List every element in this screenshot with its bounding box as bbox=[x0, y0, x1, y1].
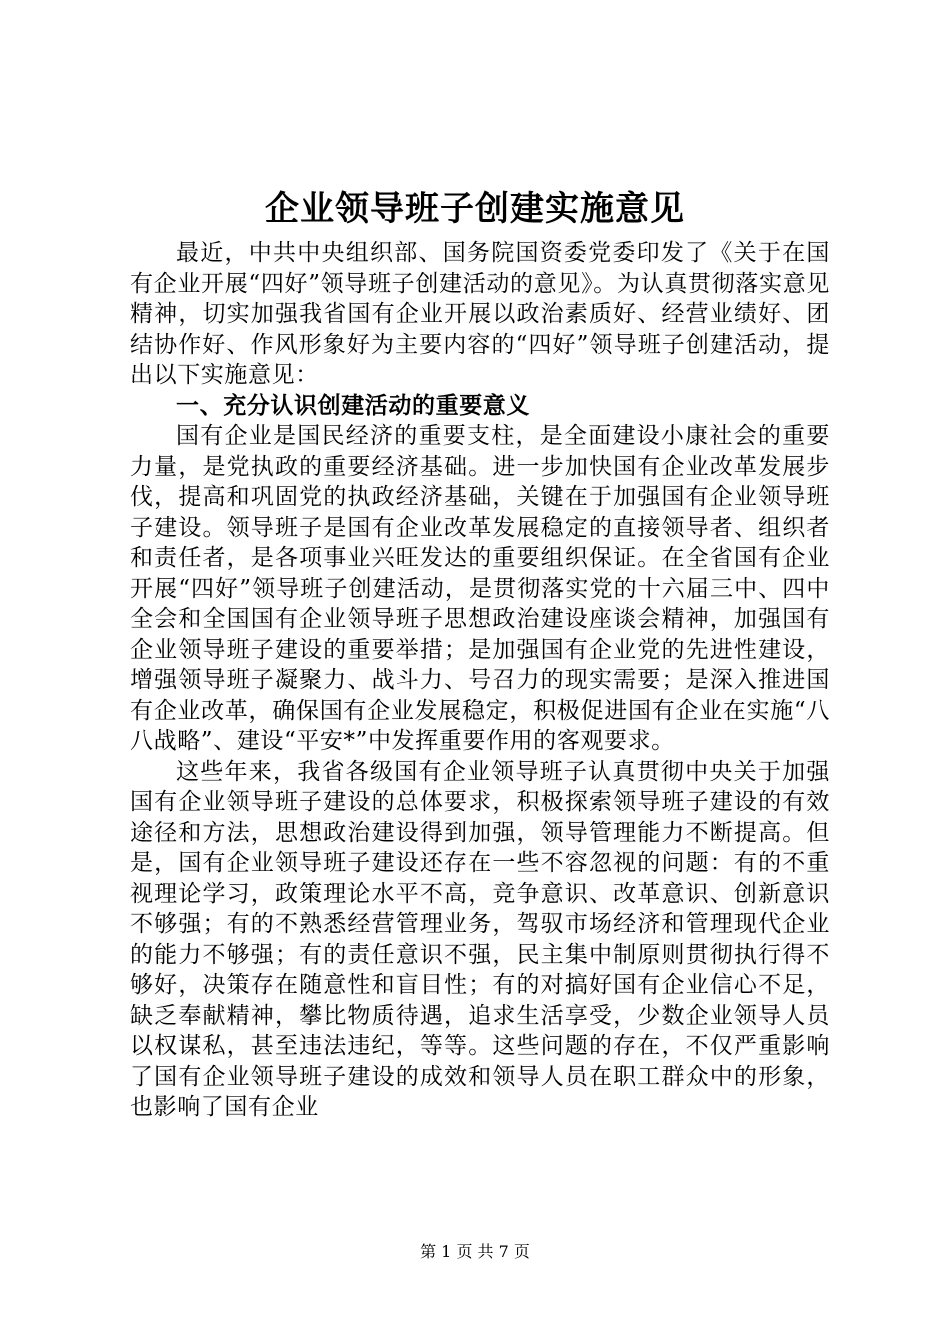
body-paragraph-2: 这些年来，我省各级国有企业领导班子认真贯彻中央关于加强国有企业领导班子建设的总体要求，积极探索领导班子建设的有效途径和方法，思想政治建设得到加强，领导管理能力不断提高。但是，国有企业领导班子建设还存在一些不容忽视的问题：有的不重视理论学习，政策理论水平不高，竞争意识、改革意识、创新意识不够强；有的不熟悉经营管理业务，驾驭市场经济和管理现代企业的能力不够强；有的责任意识不强，民主集中制原则贯彻执行得不够好，决策存在随意性和盲目性；有的对搞好国有企业信心不足，缺乏奉献精神，攀比物质待遇，追求生活享受，少数企业领导人员以权谋私，甚至违法违纪，等等。这些问题的存在，不仅严重影响了国有企业领导班子建设的成效和领导人员在职工群众中的形象，也影响了国有企业 bbox=[130, 758, 830, 1120]
body-paragraph-1: 国有企业是国民经济的重要支柱，是全面建设小康社会的重要力量，是党执政的重要经济基础。进一步加快国有企业改革发展步伐，提高和巩固党的执政经济基础，关键在于加强国有企业领导班子建设。领导班子是国有企业改革发展稳定的直接领导者、组织者和责任者，是各项事业兴旺发达的重要组织保证。在全省国有企业开展“四好”领导班子创建活动，是贯彻落实党的十六届三中、四中全会和全国国有企业领导班子思想政治建设座谈会精神，加强国有企业领导班子建设的重要举措；是加强国有企业党的先进性建设，增强领导班子凝聚力、战斗力、号召力的现实需要；是深入推进国有企业改革，确保国有企业发展稳定，积极促进国有企业在实施“八八战略”、建设“平安*”中发挥重要作用的客观要求。 bbox=[130, 423, 830, 754]
page-footer: 第 1 页 共 7 页 bbox=[420, 1242, 530, 1261]
document-body bbox=[130, 238, 830, 1123]
intro-paragraph: 最近，中共中央组织部、国务院国资委党委印发了《关于在国有企业开展“四好”领导班子创建活动的意见》。为认真贯彻落实意见精神，切实加强我省国有企业开展以政治素质好、经营业绩好、团结协作好、作风形象好为主要内容的“四好”领导班子创建活动，提出以下实施意见： bbox=[130, 240, 830, 388]
section-heading: 一、充分认识创建活动的重要意义 bbox=[176, 391, 530, 419]
document-title: 企业领导班子创建实施意见 bbox=[265, 189, 685, 229]
